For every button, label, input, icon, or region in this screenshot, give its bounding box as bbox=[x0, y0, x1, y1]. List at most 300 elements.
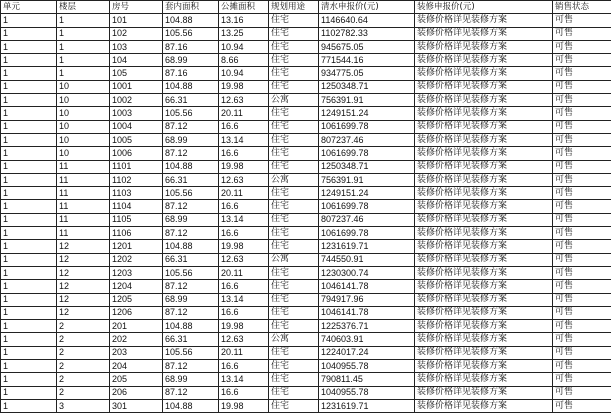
base-price-cell: 1249151.24 bbox=[319, 107, 415, 120]
room-cell: 1003 bbox=[110, 107, 163, 120]
floor-cell: 10 bbox=[57, 147, 110, 160]
decor-price-cell: 装修价格详见装修方案 bbox=[415, 160, 553, 173]
table-row bbox=[1, 293, 611, 306]
usage-cell: 住宅 bbox=[269, 80, 319, 93]
inner-area-cell: 87.12 bbox=[163, 200, 219, 213]
table-body bbox=[1, 14, 611, 413]
shared-area-cell: 19.98 bbox=[219, 160, 269, 173]
sale-status-cell: 可售 bbox=[553, 107, 611, 120]
decor-price-cell: 装修价格详见装修方案 bbox=[415, 266, 553, 279]
usage-cell: 住宅 bbox=[269, 360, 319, 373]
floor-cell: 11 bbox=[57, 160, 110, 173]
table-row bbox=[1, 120, 611, 133]
decor-price-cell: 装修价格详见装修方案 bbox=[415, 107, 553, 120]
sale-status-cell: 可售 bbox=[553, 173, 611, 186]
decor-price-cell: 装修价格详见装修方案 bbox=[415, 360, 553, 373]
shared-area-cell: 16.6 bbox=[219, 386, 269, 399]
floor-cell: 1 bbox=[57, 40, 110, 53]
shared-area-cell: 13.14 bbox=[219, 133, 269, 146]
col-header-inner-area: 套内面积 bbox=[163, 1, 219, 14]
table-row bbox=[1, 80, 611, 93]
shared-area-cell: 12.63 bbox=[219, 94, 269, 107]
base-price-cell: 756391.91 bbox=[319, 173, 415, 186]
inner-area-cell: 87.12 bbox=[163, 227, 219, 240]
room-cell: 201 bbox=[110, 320, 163, 333]
inner-area-cell: 104.88 bbox=[163, 160, 219, 173]
table-row bbox=[1, 187, 611, 200]
decor-price-cell: 装修价格详见装修方案 bbox=[415, 173, 553, 186]
usage-cell: 公寓 bbox=[269, 253, 319, 266]
shared-area-cell: 12.63 bbox=[219, 173, 269, 186]
floor-cell: 10 bbox=[57, 107, 110, 120]
table-row bbox=[1, 240, 611, 253]
floor-cell: 10 bbox=[57, 133, 110, 146]
unit-cell: 1 bbox=[1, 227, 57, 240]
usage-cell: 住宅 bbox=[269, 14, 319, 27]
unit-cell: 1 bbox=[1, 360, 57, 373]
decor-price-cell: 装修价格详见装修方案 bbox=[415, 280, 553, 293]
col-header-shared-area: 公摊面积 bbox=[219, 1, 269, 14]
inner-area-cell: 66.31 bbox=[163, 253, 219, 266]
inner-area-cell: 105.56 bbox=[163, 107, 219, 120]
room-cell: 103 bbox=[110, 40, 163, 53]
shared-area-cell: 10.94 bbox=[219, 67, 269, 80]
sale-status-cell: 可售 bbox=[553, 67, 611, 80]
sale-status-cell: 可售 bbox=[553, 40, 611, 53]
decor-price-cell: 装修价格详见装修方案 bbox=[415, 147, 553, 160]
shared-area-cell: 8.66 bbox=[219, 54, 269, 67]
room-cell: 1004 bbox=[110, 120, 163, 133]
usage-cell: 住宅 bbox=[269, 40, 319, 53]
decor-price-cell: 装修价格详见装修方案 bbox=[415, 213, 553, 226]
sale-status-cell: 可售 bbox=[553, 133, 611, 146]
base-price-cell: 1146640.64 bbox=[319, 14, 415, 27]
base-price-cell: 1061699.78 bbox=[319, 200, 415, 213]
floor-cell: 1 bbox=[57, 67, 110, 80]
inner-area-cell: 68.99 bbox=[163, 133, 219, 146]
shared-area-cell: 10.94 bbox=[219, 40, 269, 53]
decor-price-cell: 装修价格详见装修方案 bbox=[415, 27, 553, 40]
shared-area-cell: 16.6 bbox=[219, 147, 269, 160]
sale-status-cell: 可售 bbox=[553, 54, 611, 67]
inner-area-cell: 66.31 bbox=[163, 173, 219, 186]
unit-cell: 1 bbox=[1, 54, 57, 67]
usage-cell: 住宅 bbox=[269, 320, 319, 333]
floor-cell: 11 bbox=[57, 187, 110, 200]
floor-cell: 2 bbox=[57, 360, 110, 373]
decor-price-cell: 装修价格详见装修方案 bbox=[415, 227, 553, 240]
table-row bbox=[1, 253, 611, 266]
table-row bbox=[1, 173, 611, 186]
table-row bbox=[1, 40, 611, 53]
shared-area-cell: 16.6 bbox=[219, 227, 269, 240]
sale-status-cell: 可售 bbox=[553, 293, 611, 306]
table-row bbox=[1, 266, 611, 279]
decor-price-cell: 装修价格详见装修方案 bbox=[415, 386, 553, 399]
room-cell: 1106 bbox=[110, 227, 163, 240]
room-cell: 1103 bbox=[110, 187, 163, 200]
inner-area-cell: 105.56 bbox=[163, 346, 219, 359]
inner-area-cell: 104.88 bbox=[163, 14, 219, 27]
base-price-cell: 807237.46 bbox=[319, 213, 415, 226]
inner-area-cell: 105.56 bbox=[163, 187, 219, 200]
room-cell: 203 bbox=[110, 346, 163, 359]
inner-area-cell: 104.88 bbox=[163, 399, 219, 412]
shared-area-cell: 20.11 bbox=[219, 187, 269, 200]
col-header-base-price: 清水申报价(元) bbox=[319, 1, 415, 14]
sale-status-cell: 可售 bbox=[553, 213, 611, 226]
floor-cell: 12 bbox=[57, 253, 110, 266]
usage-cell: 住宅 bbox=[269, 213, 319, 226]
room-cell: 1104 bbox=[110, 200, 163, 213]
col-header-unit: 单元 bbox=[1, 1, 57, 14]
usage-cell: 住宅 bbox=[269, 200, 319, 213]
base-price-cell: 1102782.33 bbox=[319, 27, 415, 40]
sale-status-cell: 可售 bbox=[553, 147, 611, 160]
unit-cell: 1 bbox=[1, 40, 57, 53]
decor-price-cell: 装修价格详见装修方案 bbox=[415, 306, 553, 319]
usage-cell: 住宅 bbox=[269, 147, 319, 160]
table-row bbox=[1, 94, 611, 107]
sale-status-cell: 可售 bbox=[553, 187, 611, 200]
inner-area-cell: 87.12 bbox=[163, 360, 219, 373]
unit-cell: 1 bbox=[1, 147, 57, 160]
decor-price-cell: 装修价格详见装修方案 bbox=[415, 346, 553, 359]
sale-status-cell: 可售 bbox=[553, 120, 611, 133]
shared-area-cell: 13.14 bbox=[219, 213, 269, 226]
usage-cell: 住宅 bbox=[269, 346, 319, 359]
unit-cell: 1 bbox=[1, 67, 57, 80]
floor-cell: 10 bbox=[57, 120, 110, 133]
inner-area-cell: 87.12 bbox=[163, 306, 219, 319]
base-price-cell: 794917.96 bbox=[319, 293, 415, 306]
sale-status-cell: 可售 bbox=[553, 266, 611, 279]
table-row bbox=[1, 227, 611, 240]
floor-cell: 10 bbox=[57, 80, 110, 93]
base-price-cell: 790811.45 bbox=[319, 373, 415, 386]
usage-cell: 住宅 bbox=[269, 54, 319, 67]
decor-price-cell: 装修价格详见装修方案 bbox=[415, 80, 553, 93]
floor-cell: 12 bbox=[57, 240, 110, 253]
col-header-room: 房号 bbox=[110, 1, 163, 14]
floor-cell: 11 bbox=[57, 173, 110, 186]
inner-area-cell: 87.12 bbox=[163, 280, 219, 293]
usage-cell: 住宅 bbox=[269, 160, 319, 173]
table-row bbox=[1, 399, 611, 412]
inner-area-cell: 104.88 bbox=[163, 320, 219, 333]
inner-area-cell: 66.31 bbox=[163, 94, 219, 107]
floor-cell: 2 bbox=[57, 346, 110, 359]
table-row bbox=[1, 160, 611, 173]
base-price-cell: 1225376.71 bbox=[319, 320, 415, 333]
table-row bbox=[1, 280, 611, 293]
usage-cell: 住宅 bbox=[269, 107, 319, 120]
room-cell: 1202 bbox=[110, 253, 163, 266]
unit-cell: 1 bbox=[1, 399, 57, 412]
room-cell: 1002 bbox=[110, 94, 163, 107]
unit-cell: 1 bbox=[1, 120, 57, 133]
unit-cell: 1 bbox=[1, 160, 57, 173]
header-row bbox=[1, 1, 611, 14]
usage-cell: 住宅 bbox=[269, 67, 319, 80]
sale-status-cell: 可售 bbox=[553, 373, 611, 386]
usage-cell: 住宅 bbox=[269, 133, 319, 146]
floor-cell: 2 bbox=[57, 333, 110, 346]
decor-price-cell: 装修价格详见装修方案 bbox=[415, 320, 553, 333]
shared-area-cell: 13.14 bbox=[219, 373, 269, 386]
sale-status-cell: 可售 bbox=[553, 160, 611, 173]
room-cell: 204 bbox=[110, 360, 163, 373]
table-row bbox=[1, 346, 611, 359]
unit-cell: 1 bbox=[1, 173, 57, 186]
table-row bbox=[1, 54, 611, 67]
floor-cell: 2 bbox=[57, 373, 110, 386]
table-row bbox=[1, 107, 611, 120]
shared-area-cell: 16.6 bbox=[219, 280, 269, 293]
unit-cell: 1 bbox=[1, 14, 57, 27]
room-cell: 206 bbox=[110, 386, 163, 399]
room-cell: 301 bbox=[110, 399, 163, 412]
base-price-cell: 1231619.71 bbox=[319, 399, 415, 412]
table-row bbox=[1, 333, 611, 346]
sale-status-cell: 可售 bbox=[553, 399, 611, 412]
decor-price-cell: 装修价格详见装修方案 bbox=[415, 240, 553, 253]
base-price-cell: 771544.16 bbox=[319, 54, 415, 67]
floor-cell: 1 bbox=[57, 27, 110, 40]
decor-price-cell: 装修价格详见装修方案 bbox=[415, 187, 553, 200]
room-cell: 205 bbox=[110, 373, 163, 386]
room-cell: 1102 bbox=[110, 173, 163, 186]
usage-cell: 公寓 bbox=[269, 333, 319, 346]
sale-status-cell: 可售 bbox=[553, 333, 611, 346]
floor-cell: 1 bbox=[57, 14, 110, 27]
unit-cell: 1 bbox=[1, 187, 57, 200]
sale-status-cell: 可售 bbox=[553, 200, 611, 213]
base-price-cell: 1040955.78 bbox=[319, 386, 415, 399]
unit-cell: 1 bbox=[1, 213, 57, 226]
inner-area-cell: 66.31 bbox=[163, 333, 219, 346]
shared-area-cell: 19.98 bbox=[219, 240, 269, 253]
sale-status-cell: 可售 bbox=[553, 280, 611, 293]
usage-cell: 住宅 bbox=[269, 120, 319, 133]
unit-cell: 1 bbox=[1, 320, 57, 333]
shared-area-cell: 20.11 bbox=[219, 266, 269, 279]
shared-area-cell: 16.6 bbox=[219, 360, 269, 373]
room-cell: 1006 bbox=[110, 147, 163, 160]
sale-status-cell: 可售 bbox=[553, 386, 611, 399]
floor-cell: 2 bbox=[57, 386, 110, 399]
room-cell: 1206 bbox=[110, 306, 163, 319]
usage-cell: 住宅 bbox=[269, 399, 319, 412]
base-price-cell: 756391.91 bbox=[319, 94, 415, 107]
floor-cell: 11 bbox=[57, 227, 110, 240]
sale-status-cell: 可售 bbox=[553, 227, 611, 240]
room-cell: 1001 bbox=[110, 80, 163, 93]
usage-cell: 住宅 bbox=[269, 306, 319, 319]
base-price-cell: 1230300.74 bbox=[319, 266, 415, 279]
base-price-cell: 1061699.78 bbox=[319, 227, 415, 240]
base-price-cell: 1250348.71 bbox=[319, 80, 415, 93]
decor-price-cell: 装修价格详见装修方案 bbox=[415, 54, 553, 67]
decor-price-cell: 装修价格详见装修方案 bbox=[415, 94, 553, 107]
shared-area-cell: 19.98 bbox=[219, 80, 269, 93]
sale-status-cell: 可售 bbox=[553, 360, 611, 373]
room-cell: 1201 bbox=[110, 240, 163, 253]
unit-cell: 1 bbox=[1, 280, 57, 293]
room-cell: 202 bbox=[110, 333, 163, 346]
sale-status-cell: 可售 bbox=[553, 306, 611, 319]
usage-cell: 住宅 bbox=[269, 373, 319, 386]
unit-cell: 1 bbox=[1, 293, 57, 306]
base-price-cell: 1061699.78 bbox=[319, 147, 415, 160]
col-header-decor-price: 装修申报价(元) bbox=[415, 1, 553, 14]
col-header-floor: 楼层 bbox=[57, 1, 110, 14]
inner-area-cell: 87.12 bbox=[163, 120, 219, 133]
base-price-cell: 1250348.71 bbox=[319, 160, 415, 173]
usage-cell: 住宅 bbox=[269, 266, 319, 279]
decor-price-cell: 装修价格详见装修方案 bbox=[415, 399, 553, 412]
base-price-cell: 1231619.71 bbox=[319, 240, 415, 253]
table-row bbox=[1, 147, 611, 160]
floor-cell: 3 bbox=[57, 399, 110, 412]
floor-cell: 12 bbox=[57, 266, 110, 279]
room-cell: 105 bbox=[110, 67, 163, 80]
sale-status-cell: 可售 bbox=[553, 27, 611, 40]
decor-price-cell: 装修价格详见装修方案 bbox=[415, 14, 553, 27]
unit-cell: 1 bbox=[1, 333, 57, 346]
table-row bbox=[1, 213, 611, 226]
inner-area-cell: 104.88 bbox=[163, 240, 219, 253]
shared-area-cell: 16.6 bbox=[219, 306, 269, 319]
inner-area-cell: 104.88 bbox=[163, 80, 219, 93]
unit-cell: 1 bbox=[1, 253, 57, 266]
table-row bbox=[1, 373, 611, 386]
unit-cell: 1 bbox=[1, 266, 57, 279]
shared-area-cell: 20.11 bbox=[219, 346, 269, 359]
unit-cell: 1 bbox=[1, 200, 57, 213]
usage-cell: 住宅 bbox=[269, 386, 319, 399]
room-cell: 1005 bbox=[110, 133, 163, 146]
usage-cell: 公寓 bbox=[269, 94, 319, 107]
usage-cell: 住宅 bbox=[269, 187, 319, 200]
decor-price-cell: 装修价格详见装修方案 bbox=[415, 133, 553, 146]
floor-cell: 2 bbox=[57, 320, 110, 333]
inner-area-cell: 68.99 bbox=[163, 373, 219, 386]
shared-area-cell: 12.63 bbox=[219, 253, 269, 266]
unit-cell: 1 bbox=[1, 133, 57, 146]
floor-cell: 12 bbox=[57, 293, 110, 306]
sale-status-cell: 可售 bbox=[553, 240, 611, 253]
inner-area-cell: 105.56 bbox=[163, 266, 219, 279]
room-cell: 1205 bbox=[110, 293, 163, 306]
room-cell: 1101 bbox=[110, 160, 163, 173]
shared-area-cell: 16.6 bbox=[219, 200, 269, 213]
decor-price-cell: 装修价格详见装修方案 bbox=[415, 120, 553, 133]
sale-status-cell: 可售 bbox=[553, 94, 611, 107]
room-cell: 101 bbox=[110, 14, 163, 27]
shared-area-cell: 19.98 bbox=[219, 399, 269, 412]
base-price-cell: 1046141.78 bbox=[319, 280, 415, 293]
unit-cell: 1 bbox=[1, 306, 57, 319]
usage-cell: 住宅 bbox=[269, 27, 319, 40]
table-row bbox=[1, 200, 611, 213]
unit-cell: 1 bbox=[1, 240, 57, 253]
usage-cell: 公寓 bbox=[269, 173, 319, 186]
decor-price-cell: 装修价格详见装修方案 bbox=[415, 293, 553, 306]
inner-area-cell: 87.16 bbox=[163, 40, 219, 53]
inner-area-cell: 105.56 bbox=[163, 27, 219, 40]
sale-status-cell: 可售 bbox=[553, 14, 611, 27]
shared-area-cell: 13.14 bbox=[219, 293, 269, 306]
table-row bbox=[1, 306, 611, 319]
unit-cell: 1 bbox=[1, 27, 57, 40]
base-price-cell: 1224017.24 bbox=[319, 346, 415, 359]
decor-price-cell: 装修价格详见装修方案 bbox=[415, 333, 553, 346]
room-cell: 1203 bbox=[110, 266, 163, 279]
usage-cell: 住宅 bbox=[269, 293, 319, 306]
table-row bbox=[1, 14, 611, 27]
floor-cell: 11 bbox=[57, 200, 110, 213]
unit-cell: 1 bbox=[1, 373, 57, 386]
shared-area-cell: 19.98 bbox=[219, 320, 269, 333]
floor-cell: 10 bbox=[57, 94, 110, 107]
usage-cell: 住宅 bbox=[269, 227, 319, 240]
room-cell: 102 bbox=[110, 27, 163, 40]
table-row bbox=[1, 67, 611, 80]
base-price-cell: 807237.46 bbox=[319, 133, 415, 146]
room-cell: 1105 bbox=[110, 213, 163, 226]
col-header-sale-status: 销售状态 bbox=[553, 1, 611, 14]
decor-price-cell: 装修价格详见装修方案 bbox=[415, 200, 553, 213]
unit-cell: 1 bbox=[1, 94, 57, 107]
room-cell: 1204 bbox=[110, 280, 163, 293]
base-price-cell: 1249151.24 bbox=[319, 187, 415, 200]
room-cell: 104 bbox=[110, 54, 163, 67]
sale-status-cell: 可售 bbox=[553, 320, 611, 333]
col-header-usage: 规划用途 bbox=[269, 1, 319, 14]
unit-cell: 1 bbox=[1, 386, 57, 399]
shared-area-cell: 20.11 bbox=[219, 107, 269, 120]
table-row bbox=[1, 133, 611, 146]
shared-area-cell: 13.16 bbox=[219, 14, 269, 27]
decor-price-cell: 装修价格详见装修方案 bbox=[415, 67, 553, 80]
inner-area-cell: 87.12 bbox=[163, 386, 219, 399]
sale-status-cell: 可售 bbox=[553, 253, 611, 266]
shared-area-cell: 16.6 bbox=[219, 120, 269, 133]
base-price-cell: 740603.91 bbox=[319, 333, 415, 346]
inner-area-cell: 68.99 bbox=[163, 293, 219, 306]
base-price-cell: 1040955.78 bbox=[319, 360, 415, 373]
base-price-cell: 1061699.78 bbox=[319, 120, 415, 133]
decor-price-cell: 装修价格详见装修方案 bbox=[415, 40, 553, 53]
floor-cell: 12 bbox=[57, 280, 110, 293]
table-row bbox=[1, 360, 611, 373]
base-price-cell: 945675.05 bbox=[319, 40, 415, 53]
sale-status-cell: 可售 bbox=[553, 80, 611, 93]
sale-status-cell: 可售 bbox=[553, 346, 611, 359]
shared-area-cell: 13.25 bbox=[219, 27, 269, 40]
table-row bbox=[1, 27, 611, 40]
floor-cell: 1 bbox=[57, 54, 110, 67]
usage-cell: 住宅 bbox=[269, 240, 319, 253]
table-row bbox=[1, 320, 611, 333]
inner-area-cell: 68.99 bbox=[163, 54, 219, 67]
usage-cell: 住宅 bbox=[269, 280, 319, 293]
inner-area-cell: 87.16 bbox=[163, 67, 219, 80]
base-price-cell: 744550.91 bbox=[319, 253, 415, 266]
inner-area-cell: 87.12 bbox=[163, 147, 219, 160]
floor-cell: 12 bbox=[57, 306, 110, 319]
